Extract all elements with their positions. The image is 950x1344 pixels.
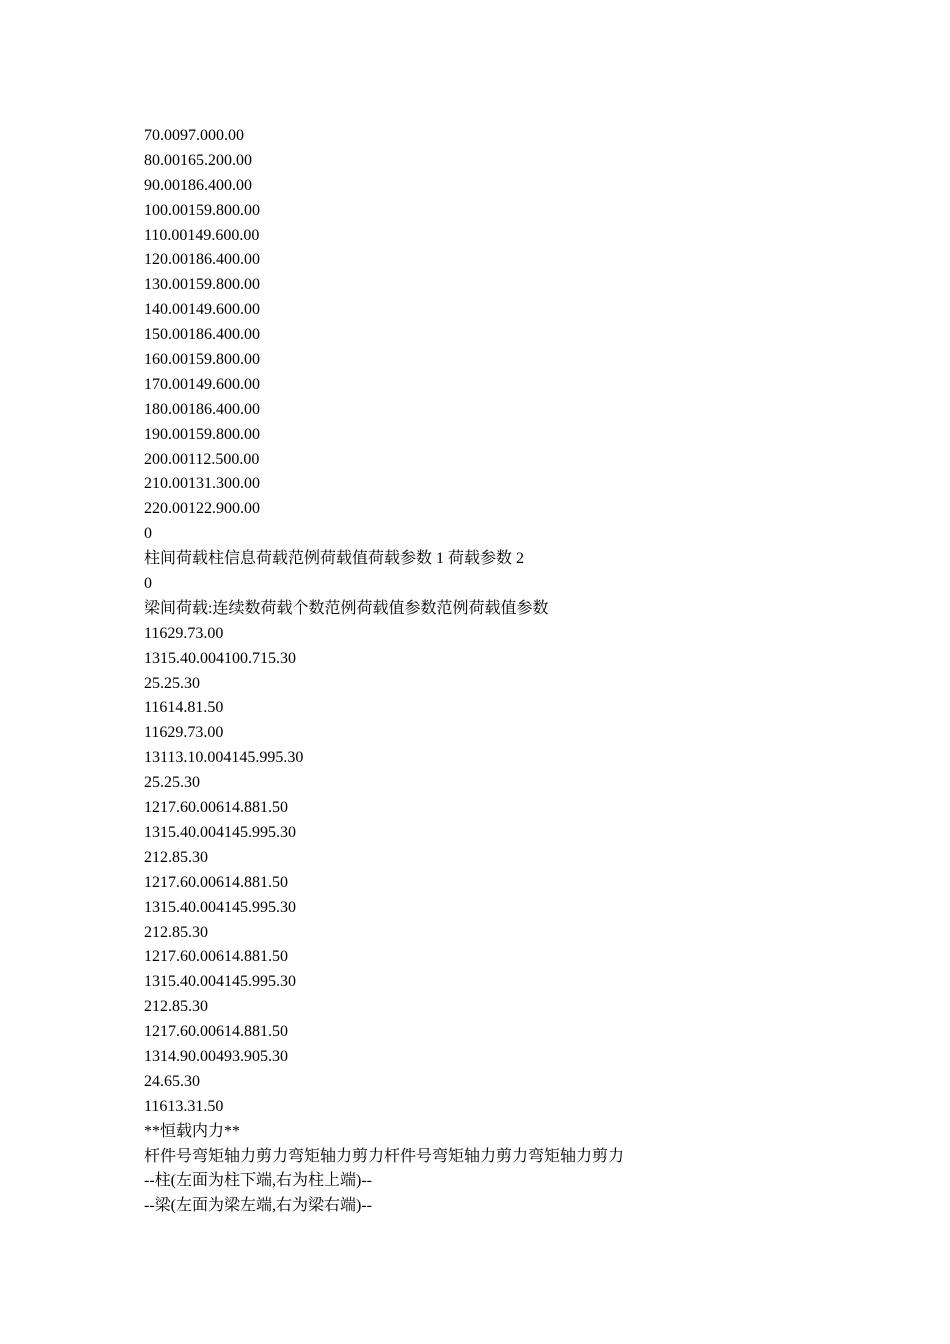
data-line: 11629.73.00: [144, 724, 224, 742]
data-line: 1315.40.004100.715.30: [144, 649, 296, 667]
data-line: 200.00112.500.00: [144, 450, 260, 468]
data-line: 0: [144, 525, 152, 543]
data-line: 70.0097.000.00: [144, 127, 244, 144]
column-section-label: --柱(左面为柱下端,右为柱上端)--: [144, 1172, 372, 1190]
data-line: 212.85.30: [144, 998, 208, 1016]
data-line: 1315.40.004145.995.30: [144, 823, 296, 841]
data-line: 170.00149.600.00: [144, 375, 260, 393]
data-line: 190.00159.800.00: [144, 425, 260, 443]
data-line: 13113.10.004145.995.30: [144, 749, 304, 767]
data-line: 220.00122.900.00: [144, 500, 260, 518]
data-line: 25.25.30: [144, 774, 200, 792]
data-line: 110.00149.600.00: [144, 226, 260, 244]
beam-section-label: --梁(左面为梁左端,右为梁右端)--: [144, 1197, 372, 1215]
data-line: 160.00159.800.00: [144, 351, 260, 369]
data-line: 1217.60.00614.881.50: [144, 799, 288, 817]
data-line: 1217.60.00614.881.50: [144, 948, 288, 966]
data-line: 24.65.30: [144, 1072, 200, 1090]
data-line: 90.00186.400.00: [144, 176, 252, 194]
data-line: 1314.90.00493.905.30: [144, 1047, 288, 1065]
data-line: 1217.60.00614.881.50: [144, 1023, 288, 1041]
section-header-column-loads: 柱间荷载柱信息荷载范例荷载值荷载参数 1 荷载参数 2: [144, 550, 525, 568]
data-line: 140.00149.600.00: [144, 301, 260, 319]
data-line: 212.85.30: [144, 923, 208, 941]
data-line: 1315.40.004145.995.30: [144, 898, 296, 916]
data-line: 11629.73.00: [144, 624, 224, 642]
data-line: 120.00186.400.00: [144, 251, 260, 269]
data-line: 150.00186.400.00: [144, 326, 260, 344]
section-header-dead-load-forces: **恒载内力**: [144, 1122, 241, 1140]
data-line: 0: [144, 575, 152, 593]
data-line: 1315.40.004145.995.30: [144, 973, 296, 991]
data-line: 80.00165.200.00: [144, 151, 252, 169]
data-line: 130.00159.800.00: [144, 276, 260, 294]
data-line: 210.00131.300.00: [144, 475, 260, 493]
data-line: 11614.81.50: [144, 699, 224, 717]
data-line: 25.25.30: [144, 674, 200, 692]
document-page: [144, 124, 844, 1219]
table-column-headers: 杆件号弯矩轴力剪力弯矩轴力剪力杆件号弯矩轴力剪力弯矩轴力剪力: [144, 1147, 625, 1165]
data-line: 180.00186.400.00: [144, 400, 260, 418]
data-line: 100.00159.800.00: [144, 201, 260, 219]
section-header-beam-loads: 梁间荷载:连续数荷载个数范例荷载值参数范例荷载值参数: [144, 599, 549, 617]
data-line: 1217.60.00614.881.50: [144, 873, 288, 891]
data-line: 212.85.30: [144, 848, 208, 866]
data-line: 11613.31.50: [144, 1097, 224, 1115]
